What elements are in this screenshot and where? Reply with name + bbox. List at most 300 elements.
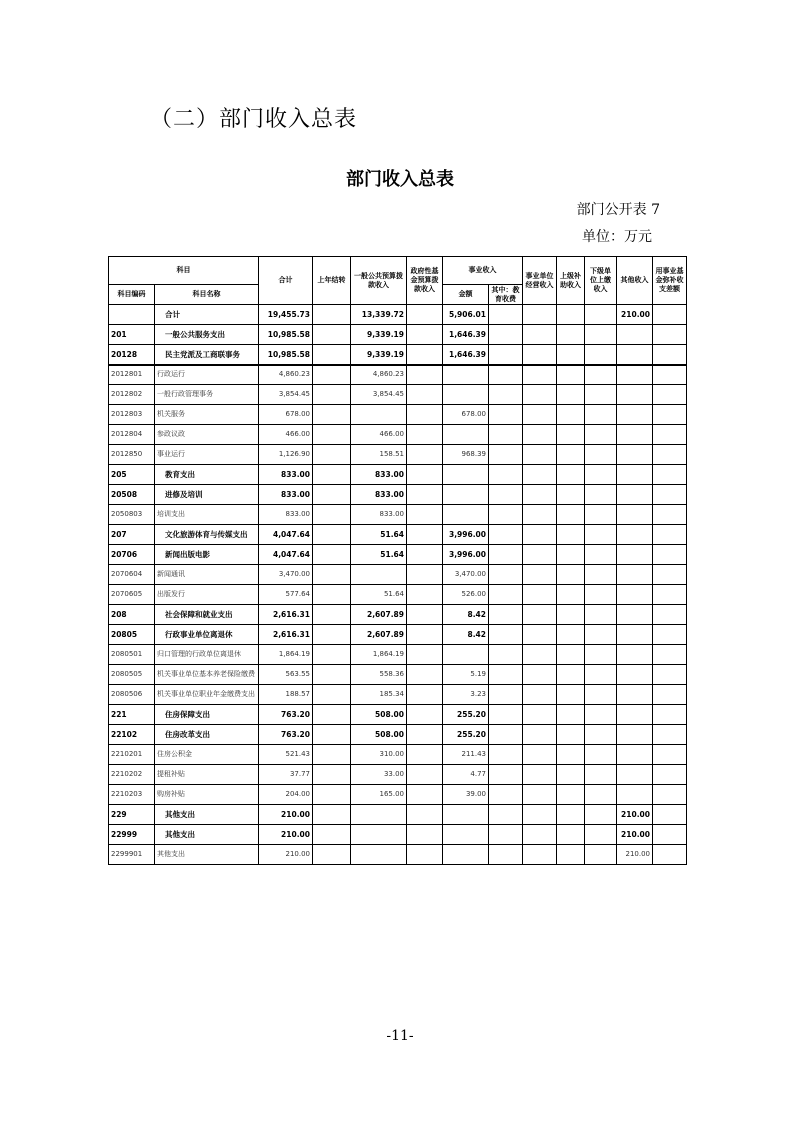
cell-other — [617, 325, 653, 345]
cell-code: 2012850 — [109, 445, 155, 465]
table-body — [109, 305, 687, 865]
cell-other: 210.00 — [617, 805, 653, 825]
cell-general-budget: 158.51 — [351, 445, 407, 465]
cell-name: 行政运行 — [155, 365, 259, 385]
cell-general-budget: 4,860.23 — [351, 365, 407, 385]
cell-subordinate — [585, 805, 617, 825]
header-subject: 科目 — [109, 257, 259, 285]
form-number: 部门公开表 7 — [576, 202, 660, 218]
cell-name: 住房保障支出 — [155, 705, 259, 725]
cell-code: 221 — [109, 705, 155, 725]
cell-other: 210.00 — [617, 845, 653, 865]
cell-reserve — [653, 705, 687, 725]
cell-other: 210.00 — [617, 825, 653, 845]
cell-total: 833.00 — [259, 465, 313, 485]
cell-superior-subsidy — [557, 505, 585, 525]
cell-business-ops — [523, 825, 557, 845]
cell-gov-fund — [407, 345, 443, 365]
cell-name: 合计 — [155, 305, 259, 325]
table-row — [109, 305, 687, 325]
cell-business-amount: 3,470.00 — [443, 565, 489, 585]
header-general-budget: 一般公共预算拨款收入 — [351, 257, 407, 305]
cell-code: 20128 — [109, 345, 155, 365]
cell-superior-subsidy — [557, 365, 585, 385]
header-superior-subsidy: 上级补助收入 — [557, 257, 585, 305]
table-row — [109, 805, 687, 825]
cell-total: 3,470.00 — [259, 565, 313, 585]
cell-name: 其他支出 — [155, 825, 259, 845]
cell-code: 20805 — [109, 625, 155, 645]
cell-edu-fee — [489, 805, 523, 825]
cell-business-amount: 5,906.01 — [443, 305, 489, 325]
cell-general-budget: 833.00 — [351, 485, 407, 505]
cell-total: 37.77 — [259, 765, 313, 785]
cell-carryover — [313, 525, 351, 545]
cell-carryover — [313, 405, 351, 425]
cell-subordinate — [585, 485, 617, 505]
cell-edu-fee — [489, 765, 523, 785]
cell-carryover — [313, 585, 351, 605]
cell-carryover — [313, 805, 351, 825]
cell-total: 1,126.90 — [259, 445, 313, 465]
cell-gov-fund — [407, 685, 443, 705]
table-row — [109, 505, 687, 525]
cell-business-amount: 3,996.00 — [443, 545, 489, 565]
cell-subordinate — [585, 825, 617, 845]
cell-superior-subsidy — [557, 585, 585, 605]
cell-edu-fee — [489, 825, 523, 845]
cell-total: 833.00 — [259, 505, 313, 525]
cell-other — [617, 425, 653, 445]
table-row — [109, 365, 687, 385]
cell-general-budget: 310.00 — [351, 745, 407, 765]
cell-gov-fund — [407, 525, 443, 545]
table-row — [109, 585, 687, 605]
cell-superior-subsidy — [557, 465, 585, 485]
header-gov-fund: 政府性基金预算拨款收入 — [407, 257, 443, 305]
header-amount: 金额 — [443, 285, 489, 305]
cell-general-budget: 185.34 — [351, 685, 407, 705]
cell-business-amount — [443, 505, 489, 525]
cell-edu-fee — [489, 585, 523, 605]
cell-business-ops — [523, 405, 557, 425]
cell-carryover — [313, 785, 351, 805]
cell-general-budget — [351, 805, 407, 825]
cell-subordinate — [585, 505, 617, 525]
cell-other — [617, 445, 653, 465]
cell-subordinate — [585, 445, 617, 465]
table-row — [109, 825, 687, 845]
cell-reserve — [653, 405, 687, 425]
cell-code: 205 — [109, 465, 155, 485]
cell-business-amount — [443, 385, 489, 405]
cell-business-ops — [523, 745, 557, 765]
cell-business-ops — [523, 765, 557, 785]
table-row — [109, 605, 687, 625]
cell-edu-fee — [489, 485, 523, 505]
cell-general-budget: 2,607.89 — [351, 625, 407, 645]
cell-name: 行政事业单位离退休 — [155, 625, 259, 645]
cell-code: 20508 — [109, 485, 155, 505]
cell-code: 201 — [109, 325, 155, 345]
cell-other — [617, 705, 653, 725]
cell-gov-fund — [407, 485, 443, 505]
cell-edu-fee — [489, 785, 523, 805]
cell-name: 进修及培训 — [155, 485, 259, 505]
cell-subordinate — [585, 385, 617, 405]
cell-superior-subsidy — [557, 805, 585, 825]
cell-total: 2,616.31 — [259, 625, 313, 645]
cell-code — [109, 305, 155, 325]
cell-code: 2050803 — [109, 505, 155, 525]
cell-name: 住房改革支出 — [155, 725, 259, 745]
cell-other — [617, 645, 653, 665]
cell-edu-fee — [489, 705, 523, 725]
header-subordinate: 下级单位上缴收入 — [585, 257, 617, 305]
cell-carryover — [313, 665, 351, 685]
cell-other — [617, 405, 653, 425]
cell-business-amount: 8.42 — [443, 605, 489, 625]
cell-total: 204.00 — [259, 785, 313, 805]
cell-gov-fund — [407, 325, 443, 345]
cell-superior-subsidy — [557, 785, 585, 805]
cell-business-ops — [523, 365, 557, 385]
table-row — [109, 725, 687, 745]
cell-edu-fee — [489, 465, 523, 485]
cell-subordinate — [585, 465, 617, 485]
cell-name: 机关事业单位基本养老保险缴费 — [155, 665, 259, 685]
cell-general-budget: 165.00 — [351, 785, 407, 805]
header-edu-fee: 其中：教育收费 — [489, 285, 523, 305]
cell-subordinate — [585, 565, 617, 585]
cell-superior-subsidy — [557, 385, 585, 405]
cell-edu-fee — [489, 605, 523, 625]
cell-code: 2012802 — [109, 385, 155, 405]
cell-other — [617, 525, 653, 545]
cell-other — [617, 565, 653, 585]
cell-carryover — [313, 365, 351, 385]
cell-name: 归口管理的行政单位离退休 — [155, 645, 259, 665]
cell-name: 其他支出 — [155, 805, 259, 825]
cell-superior-subsidy — [557, 525, 585, 545]
cell-subordinate — [585, 405, 617, 425]
cell-business-ops — [523, 725, 557, 745]
cell-total: 521.43 — [259, 745, 313, 765]
cell-gov-fund — [407, 705, 443, 725]
cell-carryover — [313, 645, 351, 665]
cell-carryover — [313, 565, 351, 585]
cell-subordinate — [585, 305, 617, 325]
cell-code: 2080506 — [109, 685, 155, 705]
cell-reserve — [653, 745, 687, 765]
cell-general-budget — [351, 405, 407, 425]
cell-superior-subsidy — [557, 705, 585, 725]
cell-business-ops — [523, 665, 557, 685]
cell-business-ops — [523, 465, 557, 485]
cell-other — [617, 545, 653, 565]
cell-name: 事业运行 — [155, 445, 259, 465]
cell-code: 2080501 — [109, 645, 155, 665]
table-row — [109, 665, 687, 685]
cell-general-budget: 9,339.19 — [351, 325, 407, 345]
cell-code: 2210203 — [109, 785, 155, 805]
cell-gov-fund — [407, 385, 443, 405]
cell-total: 10,985.58 — [259, 345, 313, 365]
cell-edu-fee — [489, 425, 523, 445]
cell-total: 577.64 — [259, 585, 313, 605]
cell-reserve — [653, 785, 687, 805]
cell-total: 4,860.23 — [259, 365, 313, 385]
cell-reserve — [653, 445, 687, 465]
cell-reserve — [653, 765, 687, 785]
cell-general-budget: 508.00 — [351, 725, 407, 745]
cell-subordinate — [585, 785, 617, 805]
cell-subordinate — [585, 645, 617, 665]
header-name: 科目名称 — [155, 285, 259, 305]
cell-gov-fund — [407, 665, 443, 685]
cell-edu-fee — [489, 725, 523, 745]
cell-total: 2,616.31 — [259, 605, 313, 625]
cell-gov-fund — [407, 445, 443, 465]
cell-name: 一般公共服务支出 — [155, 325, 259, 345]
cell-code: 20706 — [109, 545, 155, 565]
table-row — [109, 325, 687, 345]
cell-business-ops — [523, 325, 557, 345]
cell-business-ops — [523, 305, 557, 325]
table-row — [109, 525, 687, 545]
cell-gov-fund — [407, 745, 443, 765]
cell-code: 208 — [109, 605, 155, 625]
cell-reserve — [653, 665, 687, 685]
cell-total: 210.00 — [259, 805, 313, 825]
cell-reserve — [653, 725, 687, 745]
cell-superior-subsidy — [557, 645, 585, 665]
cell-code: 2299901 — [109, 845, 155, 865]
cell-edu-fee — [489, 345, 523, 365]
cell-carryover — [313, 505, 351, 525]
cell-edu-fee — [489, 405, 523, 425]
cell-other — [617, 345, 653, 365]
table-row — [109, 465, 687, 485]
cell-gov-fund — [407, 845, 443, 865]
cell-general-budget — [351, 845, 407, 865]
cell-reserve — [653, 565, 687, 585]
cell-carryover — [313, 385, 351, 405]
cell-business-ops — [523, 645, 557, 665]
cell-business-ops — [523, 525, 557, 545]
cell-gov-fund — [407, 785, 443, 805]
cell-business-amount: 5.19 — [443, 665, 489, 685]
cell-other — [617, 785, 653, 805]
cell-total: 3,854.45 — [259, 385, 313, 405]
cell-general-budget: 1,864.19 — [351, 645, 407, 665]
cell-business-amount — [443, 825, 489, 845]
cell-business-amount: 3.23 — [443, 685, 489, 705]
cell-other — [617, 365, 653, 385]
table-row — [109, 685, 687, 705]
cell-other — [617, 385, 653, 405]
cell-reserve — [653, 605, 687, 625]
cell-other — [617, 485, 653, 505]
cell-carryover — [313, 705, 351, 725]
cell-business-ops — [523, 565, 557, 585]
cell-superior-subsidy — [557, 565, 585, 585]
cell-name: 新闻通讯 — [155, 565, 259, 585]
cell-name: 住房公积金 — [155, 745, 259, 765]
cell-business-ops — [523, 705, 557, 725]
cell-business-amount: 526.00 — [443, 585, 489, 605]
section-heading: （二）部门收入总表 — [150, 107, 358, 132]
cell-reserve — [653, 685, 687, 705]
cell-total: 10,985.58 — [259, 325, 313, 345]
cell-subordinate — [585, 745, 617, 765]
table-row — [109, 625, 687, 645]
cell-business-amount: 8.42 — [443, 625, 489, 645]
cell-reserve — [653, 645, 687, 665]
cell-carryover — [313, 325, 351, 345]
cell-general-budget — [351, 825, 407, 845]
cell-superior-subsidy — [557, 825, 585, 845]
cell-general-budget: 9,339.19 — [351, 345, 407, 365]
cell-reserve — [653, 805, 687, 825]
cell-business-ops — [523, 625, 557, 645]
cell-total: 678.00 — [259, 405, 313, 425]
cell-other — [617, 605, 653, 625]
table-row — [109, 345, 687, 365]
cell-subordinate — [585, 545, 617, 565]
cell-subordinate — [585, 425, 617, 445]
cell-business-amount — [443, 845, 489, 865]
cell-code: 207 — [109, 525, 155, 545]
cell-carryover — [313, 845, 351, 865]
cell-business-amount: 255.20 — [443, 705, 489, 725]
cell-business-ops — [523, 445, 557, 465]
income-summary-table — [108, 256, 687, 865]
cell-reserve — [653, 485, 687, 505]
cell-total: 19,455.73 — [259, 305, 313, 325]
cell-business-amount: 3,996.00 — [443, 525, 489, 545]
cell-business-amount — [443, 365, 489, 385]
cell-general-budget: 558.36 — [351, 665, 407, 685]
cell-business-ops — [523, 345, 557, 365]
header-carryover: 上年结转 — [313, 257, 351, 305]
cell-carryover — [313, 425, 351, 445]
cell-gov-fund — [407, 465, 443, 485]
cell-edu-fee — [489, 505, 523, 525]
cell-general-budget: 833.00 — [351, 465, 407, 485]
cell-business-amount: 1,646.39 — [443, 325, 489, 345]
cell-business-amount — [443, 805, 489, 825]
cell-superior-subsidy — [557, 625, 585, 645]
cell-code: 2210201 — [109, 745, 155, 765]
cell-name: 出版发行 — [155, 585, 259, 605]
header-business-ops: 事业单位经营收入 — [523, 257, 557, 305]
cell-name: 教育支出 — [155, 465, 259, 485]
table-row — [109, 705, 687, 725]
cell-general-budget: 51.64 — [351, 525, 407, 545]
cell-gov-fund — [407, 305, 443, 325]
table-row — [109, 845, 687, 865]
cell-carryover — [313, 485, 351, 505]
cell-edu-fee — [489, 445, 523, 465]
cell-total: 1,864.19 — [259, 645, 313, 665]
cell-carryover — [313, 625, 351, 645]
cell-general-budget: 51.64 — [351, 545, 407, 565]
cell-business-ops — [523, 385, 557, 405]
cell-subordinate — [585, 605, 617, 625]
cell-other — [617, 765, 653, 785]
table-row — [109, 385, 687, 405]
cell-superior-subsidy — [557, 345, 585, 365]
cell-code: 2012804 — [109, 425, 155, 445]
cell-edu-fee — [489, 565, 523, 585]
cell-code: 2070604 — [109, 565, 155, 585]
cell-business-ops — [523, 845, 557, 865]
cell-business-amount: 1,646.39 — [443, 345, 489, 365]
cell-superior-subsidy — [557, 845, 585, 865]
cell-name: 一般行政管理事务 — [155, 385, 259, 405]
cell-edu-fee — [489, 685, 523, 705]
cell-code: 2070605 — [109, 585, 155, 605]
cell-gov-fund — [407, 585, 443, 605]
cell-business-amount: 968.39 — [443, 445, 489, 465]
cell-business-ops — [523, 425, 557, 445]
cell-carryover — [313, 825, 351, 845]
table-title: 部门收入总表 — [346, 169, 454, 190]
cell-subordinate — [585, 705, 617, 725]
cell-superior-subsidy — [557, 485, 585, 505]
cell-superior-subsidy — [557, 325, 585, 345]
cell-business-ops — [523, 805, 557, 825]
cell-reserve — [653, 845, 687, 865]
cell-name: 培训支出 — [155, 505, 259, 525]
cell-subordinate — [585, 365, 617, 385]
cell-edu-fee — [489, 745, 523, 765]
cell-superior-subsidy — [557, 745, 585, 765]
cell-name: 民主党派及工商联事务 — [155, 345, 259, 365]
cell-business-amount — [443, 425, 489, 445]
cell-code: 2210202 — [109, 765, 155, 785]
table-row — [109, 785, 687, 805]
cell-edu-fee — [489, 625, 523, 645]
cell-reserve — [653, 425, 687, 445]
cell-general-budget: 466.00 — [351, 425, 407, 445]
cell-total: 210.00 — [259, 825, 313, 845]
cell-reserve — [653, 505, 687, 525]
cell-superior-subsidy — [557, 305, 585, 325]
cell-general-budget: 833.00 — [351, 505, 407, 525]
cell-subordinate — [585, 725, 617, 745]
cell-edu-fee — [489, 645, 523, 665]
cell-total: 466.00 — [259, 425, 313, 445]
cell-carryover — [313, 725, 351, 745]
cell-superior-subsidy — [557, 725, 585, 745]
cell-general-budget: 3,854.45 — [351, 385, 407, 405]
cell-code: 2012803 — [109, 405, 155, 425]
cell-gov-fund — [407, 425, 443, 445]
unit-label: 单位：万元 — [582, 229, 652, 245]
cell-subordinate — [585, 845, 617, 865]
cell-superior-subsidy — [557, 545, 585, 565]
cell-gov-fund — [407, 565, 443, 585]
cell-superior-subsidy — [557, 605, 585, 625]
cell-gov-fund — [407, 405, 443, 425]
cell-superior-subsidy — [557, 765, 585, 785]
table-row — [109, 445, 687, 465]
cell-business-amount: 678.00 — [443, 405, 489, 425]
cell-business-amount: 255.20 — [443, 725, 489, 745]
cell-carryover — [313, 465, 351, 485]
